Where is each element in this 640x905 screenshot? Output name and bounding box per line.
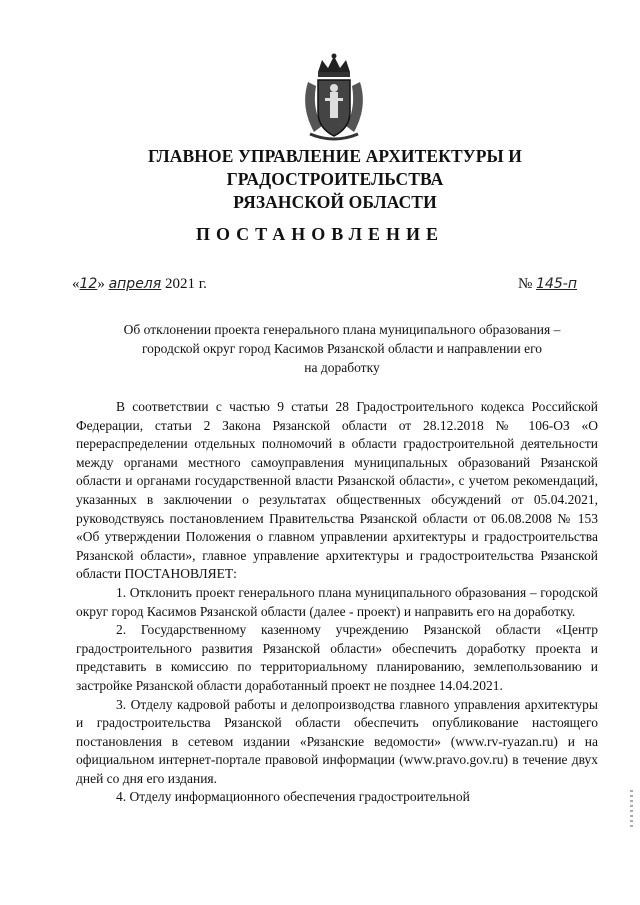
date-day: 12 <box>79 276 98 292</box>
subject-line-2: городской округ город Касимов Рязанской области и направлении его <box>141 341 543 356</box>
org-line-2: РЯЗАНСКОЙ ОБЛАСТИ <box>233 192 437 212</box>
date-year: 2021 г. <box>164 276 207 292</box>
date-close-quote: » <box>97 276 105 292</box>
subject-line-1: Об отклонении проекта генерального плана муниципального образования – <box>123 322 561 337</box>
paragraph-item-3: 3. Отделу кадровой работы и делопроизводства главного управления архитектуры и градостроительства Рязанской области обеспечить опубликование настоящего постановления в сетевом издании «Рязанские ведомости» (www.rv-ryazan.ru) и на официальном интернет-портале правовой информации (www.pravo.gov.ru) в течение двух дней со дня его издания. <box>76 696 598 786</box>
paragraph-preamble: В соответствии с частью 9 статьи 28 Градостроительного кодекса Российской Федерации, статьи 2 Закона Рязанской области от 28.12.2018 № 106-ОЗ «О перераспределении отдельных полномочий в области градостроительной деятельности между органами местного самоуправления муниципальных образований Рязанской области и органами государственной власти Рязанской области», с учетом рекомендаций, указанных в заключении о результатах общественных обсуждений от 05.04.2021, руководствуясь постановлением Правительства Рязанской области от 06.08.2008 № 153 «Об утверждении Положения о главном управлении архитектуры и градостроительства Рязанской области», главное управление архитектуры и градостроительства Рязанской области ПОСТАНОВЛЯЕТ: <box>76 399 598 582</box>
subject-line-3: на доработку <box>304 360 380 375</box>
document-number <box>518 276 577 293</box>
org-line-1: ГЛАВНОЕ УПРАВЛЕНИЕ АРХИТЕКТУРЫ И ГРАДОСТРОИТЕЛЬСТВА <box>148 146 522 189</box>
paragraph-item-2: 2. Государственному казенному учреждению Рязанской области «Центр градостроительного развития Рязанской области» обеспечить доработку проекта и представить в комиссию по территориальному планированию, землепользованию и застройке Рязанской области доработанный проект не позднее 14.04.2021. <box>76 622 598 693</box>
paragraph-item-4: 4. Отделу информационного обеспечения градостроительной <box>116 789 470 805</box>
number-prefix: № <box>518 276 533 292</box>
document-type: ПОСТАНОВЛЕНИЕ <box>195 224 445 244</box>
number-value: 145-п <box>536 276 577 292</box>
date-month: апреля <box>108 276 162 292</box>
ryazan-coat-of-arms-icon <box>296 52 372 142</box>
paragraph-item-1: 1. Отклонить проект генерального плана муниципального образования – городской округ город Касимов Рязанской области (далее - проект) и направить его на доработку. <box>76 584 598 619</box>
scan-artifact <box>630 790 633 830</box>
issuing-authority <box>40 145 630 214</box>
document-body <box>76 398 598 807</box>
date-open-quote: « <box>72 276 80 292</box>
document-subject <box>92 320 592 377</box>
document-date <box>72 276 207 293</box>
